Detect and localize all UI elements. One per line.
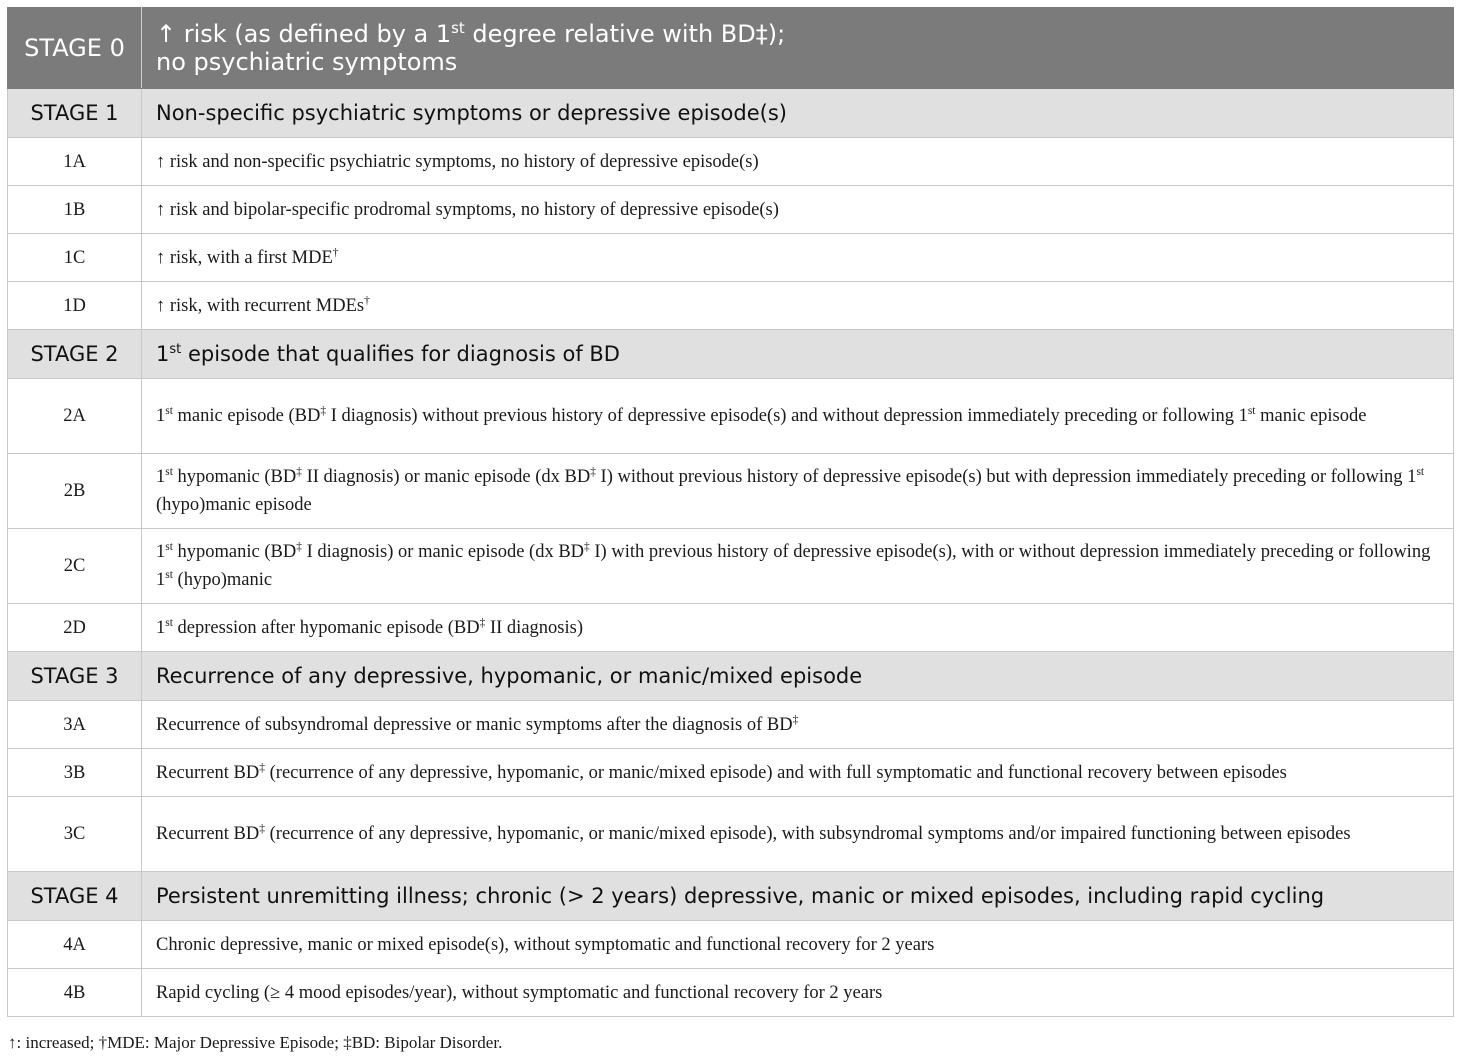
substage-description [142, 749, 1454, 797]
substage-description [142, 282, 1454, 330]
substage-row [8, 379, 1454, 454]
stage-4-description: Persistent unremitting illness; chronic (> 2 years) depressive, manic or mixed episodes, including rapid cycling [142, 872, 1454, 921]
desc-text: ↑ risk and bipolar-specific prodromal symptoms, no history of depressive episode(s) [156, 199, 779, 220]
substage-description [142, 921, 1454, 969]
substage-code: 2C [8, 529, 142, 604]
substage-code: 3C [8, 797, 142, 872]
desc-text: episode that qualifies for diagnosis of BD [181, 342, 620, 366]
stage-1-label: STAGE 1 [8, 89, 142, 138]
desc-text: manic episode (BD [172, 406, 321, 426]
substage-code: 3B [8, 749, 142, 797]
desc-text: ↑ risk, with a first MDE [156, 247, 333, 268]
staging-table [7, 7, 1454, 1017]
desc-text: I) with previous history of depressive episode(s), with or without depression immediately preceding or following 1 [156, 542, 1431, 590]
desc-text: ↑ risk and non-specific psychiatric symptoms, no history of depressive episode(s) [156, 151, 759, 172]
desc-sup: st [1416, 465, 1425, 478]
desc-sup: st [169, 342, 182, 357]
stage-4-label: STAGE 4 [8, 872, 142, 921]
stage-1-description: Non-specific psychiatric symptoms or depressive episode(s) [142, 89, 1454, 138]
substage-row [8, 701, 1454, 749]
stage-0-desc-sup: st [451, 19, 465, 37]
substage-row [8, 186, 1454, 234]
substage-row [8, 454, 1454, 529]
substage-row [8, 529, 1454, 604]
desc-sup: st [165, 616, 173, 629]
desc-text: (hypo)manic episode [156, 495, 312, 515]
desc-text: I) without previous history of depressive episode(s) but with depression immediately preceding or following 1 [595, 467, 1417, 487]
desc-text: depression after hypomanic episode (BD [172, 617, 480, 638]
staging-table-container [7, 7, 1453, 1017]
desc-text: 1 [156, 406, 166, 426]
substage-code: 2A [8, 379, 142, 454]
desc-text: I diagnosis) without previous history of depressive episode(s) and without depression immediately preceding or following 1 [326, 406, 1248, 426]
substage-row [8, 604, 1454, 652]
substage-description [142, 234, 1454, 282]
stage-3-description: Recurrence of any depressive, hypomanic, or manic/mixed episode [142, 652, 1454, 701]
substage-code: 1C [8, 234, 142, 282]
substage-code: 4B [8, 969, 142, 1017]
substage-description [142, 701, 1454, 749]
substage-description [142, 454, 1454, 529]
stage-0-header-row [8, 8, 1454, 89]
table-footnote: ↑: increased; †MDE: Major Depressive Episode; ‡BD: Bipolar Disorder. [8, 1033, 503, 1052]
substage-row [8, 921, 1454, 969]
desc-sup: ‡ [792, 713, 799, 726]
desc-text: 1 [156, 467, 166, 487]
substage-description [142, 379, 1454, 454]
substage-row [8, 138, 1454, 186]
desc-sup: ‡ [296, 465, 302, 478]
desc-sup: ‡ [479, 616, 486, 629]
stage-0-desc-line2: no psychiatric symptoms [156, 48, 458, 76]
substage-row [8, 749, 1454, 797]
substage-code: 1B [8, 186, 142, 234]
stage-2-row [8, 330, 1454, 379]
desc-sup: ‡ [320, 404, 327, 417]
substage-description [142, 529, 1454, 604]
desc-text: Recurrent BD [156, 762, 260, 783]
substage-code: 1A [8, 138, 142, 186]
desc-text: II diagnosis) [485, 617, 583, 638]
desc-sup: st [165, 404, 173, 417]
substage-row [8, 797, 1454, 872]
desc-text: 1 [156, 542, 166, 562]
stage-3-label: STAGE 3 [8, 652, 142, 701]
substage-code: 1D [8, 282, 142, 330]
desc-text: ↑ risk, with recurrent MDEs [156, 295, 365, 316]
substage-description [142, 186, 1454, 234]
substage-code: 3A [8, 701, 142, 749]
substage-code: 4A [8, 921, 142, 969]
desc-sup: ‡ [259, 822, 265, 835]
substage-description [142, 797, 1454, 872]
desc-text: Recurrence of subsyndromal depressive or manic symptoms after the diagnosis of BD [156, 714, 793, 735]
desc-text: (recurrence of any depressive, hypomanic, or manic/mixed episode) and with full symptomatic and functional recovery between episodes [265, 762, 1287, 783]
desc-sup: † [332, 246, 339, 259]
desc-text: hypomanic (BD [172, 542, 297, 562]
desc-sup: st [1247, 404, 1256, 417]
stage-1-row [8, 89, 1454, 138]
desc-text: I diagnosis) or manic episode (dx BD [301, 542, 585, 562]
desc-text: Chronic depressive, manic or mixed episode(s), without symptomatic and functional recovery for 2 years [156, 934, 935, 955]
stage-0-desc-line1-end: degree relative with BD‡); [464, 20, 786, 48]
substage-code: 2B [8, 454, 142, 529]
stage-0-description [142, 8, 1454, 89]
desc-text: 1 [156, 342, 170, 366]
desc-sup: ‡ [259, 761, 265, 774]
desc-sup: ‡ [584, 540, 590, 553]
substage-row [8, 969, 1454, 1017]
stage-3-row [8, 652, 1454, 701]
substage-row [8, 234, 1454, 282]
desc-text: (hypo)manic [172, 570, 273, 590]
stage-4-row [8, 872, 1454, 921]
desc-sup: st [165, 465, 173, 478]
substage-description [142, 969, 1454, 1017]
substage-description [142, 604, 1454, 652]
substage-row [8, 282, 1454, 330]
desc-sup: st [165, 540, 173, 553]
desc-text: II diagnosis) or manic episode (dx BD [301, 467, 591, 487]
desc-text: manic episode [1255, 406, 1367, 426]
stage-2-description [142, 330, 1454, 379]
stage-2-label: STAGE 2 [8, 330, 142, 379]
stage-0-label: STAGE 0 [8, 8, 142, 89]
stage-0-desc-line1: ↑ risk (as defined by a 1 [156, 20, 452, 48]
desc-sup: ‡ [296, 540, 302, 553]
desc-text: (recurrence of any depressive, hypomanic, or manic/mixed episode), with subsyndromal symptoms and/or impaired functioning between episodes [265, 824, 1351, 844]
desc-sup: † [364, 294, 370, 307]
desc-sup: st [165, 568, 173, 581]
desc-text: 1 [156, 617, 166, 638]
desc-text: Rapid cycling (≥ 4 mood episodes/year), without symptomatic and functional recovery for 2 years [156, 982, 883, 1003]
substage-description [142, 138, 1454, 186]
desc-text: Recurrent BD [156, 824, 260, 844]
desc-text: hypomanic (BD [172, 467, 297, 487]
desc-sup: ‡ [590, 465, 596, 478]
substage-code: 2D [8, 604, 142, 652]
